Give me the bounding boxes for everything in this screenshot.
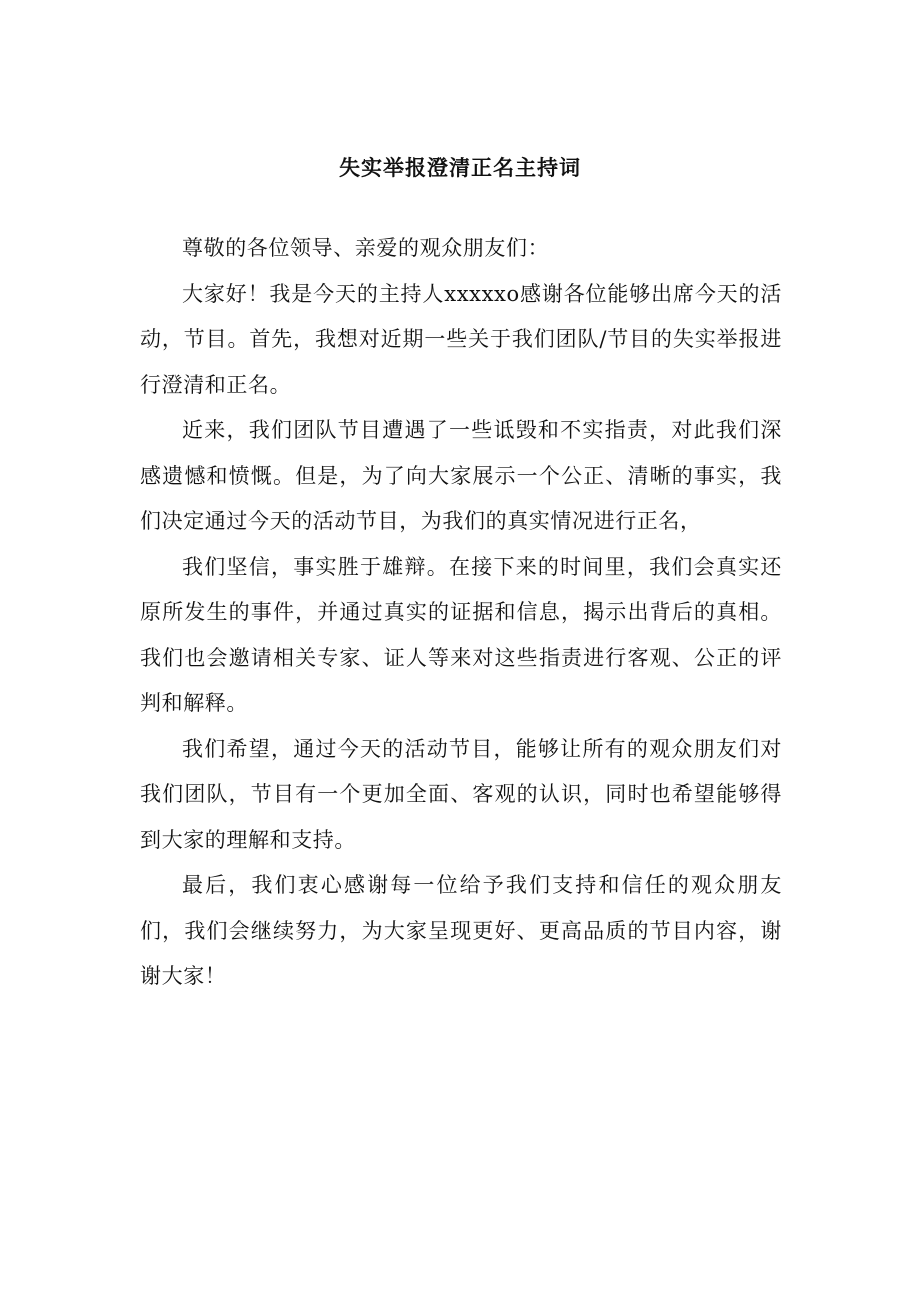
paragraph-commitment: 我们坚信，事实胜于雄辩。在接下来的时间里，我们会真实还原所发生的事件，并通过真实的证据和信息，揭示出背后的真相。我们也会邀请相关专家、证人等来对这些指责进行客观、公正的评判和解释。: [140, 554, 782, 715]
paragraph-introduction: 大家好！我是今天的主持人xxxxxo感谢各位能够出席今天的活动，节目。首先，我想对近期一些关于我们团队/节目的失实举报进行澄清和正名。: [140, 281, 782, 397]
document-title: 失实举报澄清正名主持词: [339, 155, 581, 180]
document-body: [140, 226, 782, 1000]
paragraph-hope: 我们希望，通过今天的活动节目，能够让所有的观众朋友们对我们团队，节目有一个更加全面、客观的认识，同时也希望能够得到大家的理解和支持。: [140, 736, 782, 852]
paragraph-background: 近来，我们团队节目遭遇了一些诋毁和不实指责，对此我们深感遗憾和愤慨。但是，为了向大家展示一个公正、清晰的事实，我们决定通过今天的活动节目，为我们的真实情况进行正名，: [140, 418, 782, 533]
paragraph-closing: 最后，我们衷心感谢每一位给予我们支持和信任的观众朋友们，我们会继续努力，为大家呈现更好、更高品质的节目内容，谢谢大家！: [140, 873, 782, 988]
paragraph-greeting: 尊敬的各位领导、亲爱的观众朋友们：: [182, 236, 550, 260]
